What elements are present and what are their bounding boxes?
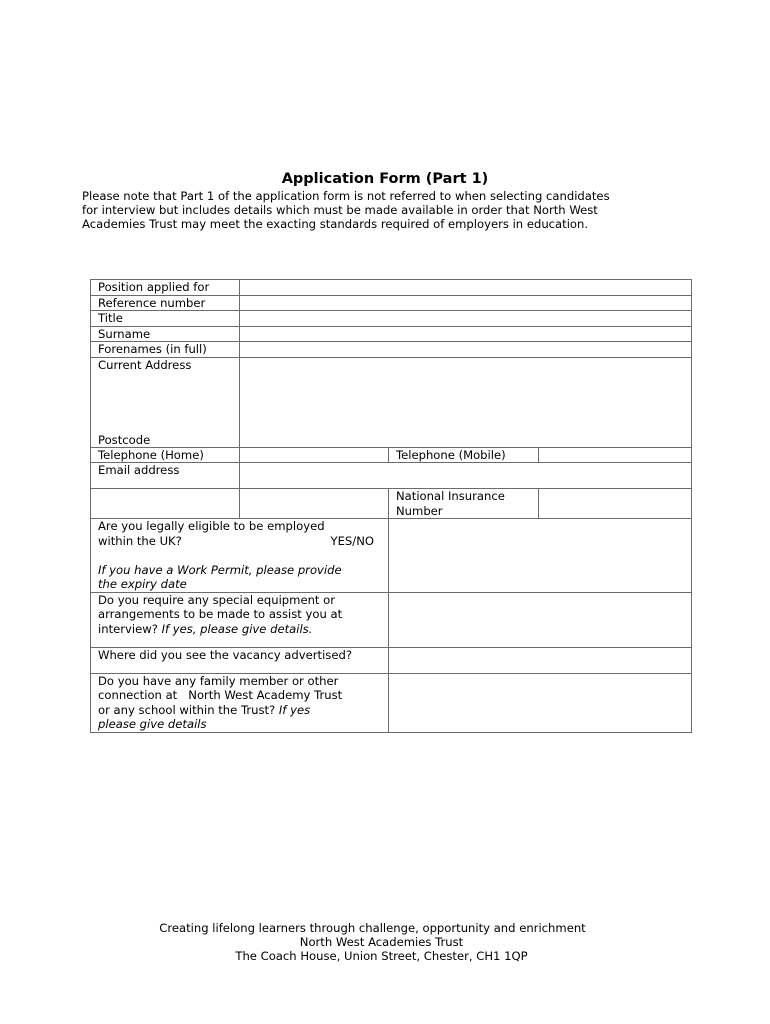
family-line: connection at North West Academy Trust [98, 688, 343, 702]
surname-label: Surname [91, 326, 240, 342]
postcode-label: Postcode [98, 433, 151, 447]
blank-cell[interactable] [91, 489, 240, 519]
address-label-cell [91, 357, 240, 447]
ni-label-line: National Insurance [396, 489, 505, 503]
forenames-field[interactable] [240, 342, 692, 358]
equipment-note: If yes, please give details. [161, 621, 313, 636]
position-field[interactable] [240, 280, 692, 296]
surname-field[interactable] [240, 326, 692, 342]
equipment-question [91, 592, 389, 647]
footer [0, 921, 745, 964]
eligibility-question [91, 519, 389, 593]
reference-label: Reference number [91, 295, 240, 311]
work-permit-note: If you have a Work Permit, please provide [98, 562, 342, 577]
family-note: If yes [278, 702, 311, 717]
equipment-line: Do you require any special equipment or [98, 592, 336, 607]
family-note: please give details [98, 717, 207, 731]
forenames-label: Forenames (in full) [91, 342, 240, 358]
yes-no-label: YES/NO [330, 533, 374, 548]
equipment-line: arrangements to be made to assist you at [98, 607, 343, 621]
eligibility-field[interactable] [389, 519, 692, 593]
current-address-label: Current Address [98, 357, 192, 372]
page-title: Application Form (Part 1) [281, 171, 489, 187]
family-line: or any school within the Trust? [98, 702, 276, 717]
intro-line: for interview but includes details which must be made available in order that North West [82, 203, 598, 217]
footer-address: The Coach House, Union Street, Chester, CH1 1QP [235, 949, 528, 964]
footer-tagline: Creating lifelong learners through challenge, opportunity and enrichment [159, 921, 586, 935]
vacancy-label: Where did you see the vacancy advertised? [98, 647, 352, 662]
work-permit-note: the expiry date [98, 577, 187, 591]
intro-line: Please note that Part 1 of the application form is not referred to when selecting candidates [82, 189, 610, 203]
reference-field[interactable] [240, 295, 692, 311]
address-field[interactable] [240, 357, 692, 447]
equipment-line: interview? [98, 621, 158, 636]
equipment-field[interactable] [389, 592, 692, 647]
email-field[interactable] [240, 463, 692, 489]
vacancy-question [91, 647, 389, 673]
family-question [91, 673, 389, 732]
intro-line: Academies Trust may meet the exacting standards required of employers in education. [82, 217, 589, 231]
footer-org: North West Academies Trust [299, 935, 464, 950]
title-field[interactable] [240, 311, 692, 327]
family-line: Do you have any family member or other [98, 673, 339, 688]
ni-label [389, 489, 539, 519]
application-form-table [90, 279, 692, 733]
family-field[interactable] [389, 673, 692, 732]
telephone-home-field[interactable] [240, 447, 389, 463]
ni-field[interactable] [539, 489, 692, 519]
ni-label-line: Number [396, 503, 443, 518]
telephone-mobile-field[interactable] [539, 447, 692, 463]
position-label: Position applied for [91, 280, 240, 296]
telephone-mobile-label: Telephone (Mobile) [389, 447, 539, 463]
blank-cell[interactable] [240, 489, 389, 519]
email-label: Email address [91, 463, 240, 489]
intro-paragraph [82, 189, 694, 231]
eligibility-line: within the UK? [98, 533, 182, 548]
vacancy-field[interactable] [389, 647, 692, 673]
title-label: Title [91, 311, 240, 327]
telephone-home-label: Telephone (Home) [91, 447, 240, 463]
eligibility-line: Are you legally eligible to be employed [98, 519, 325, 533]
